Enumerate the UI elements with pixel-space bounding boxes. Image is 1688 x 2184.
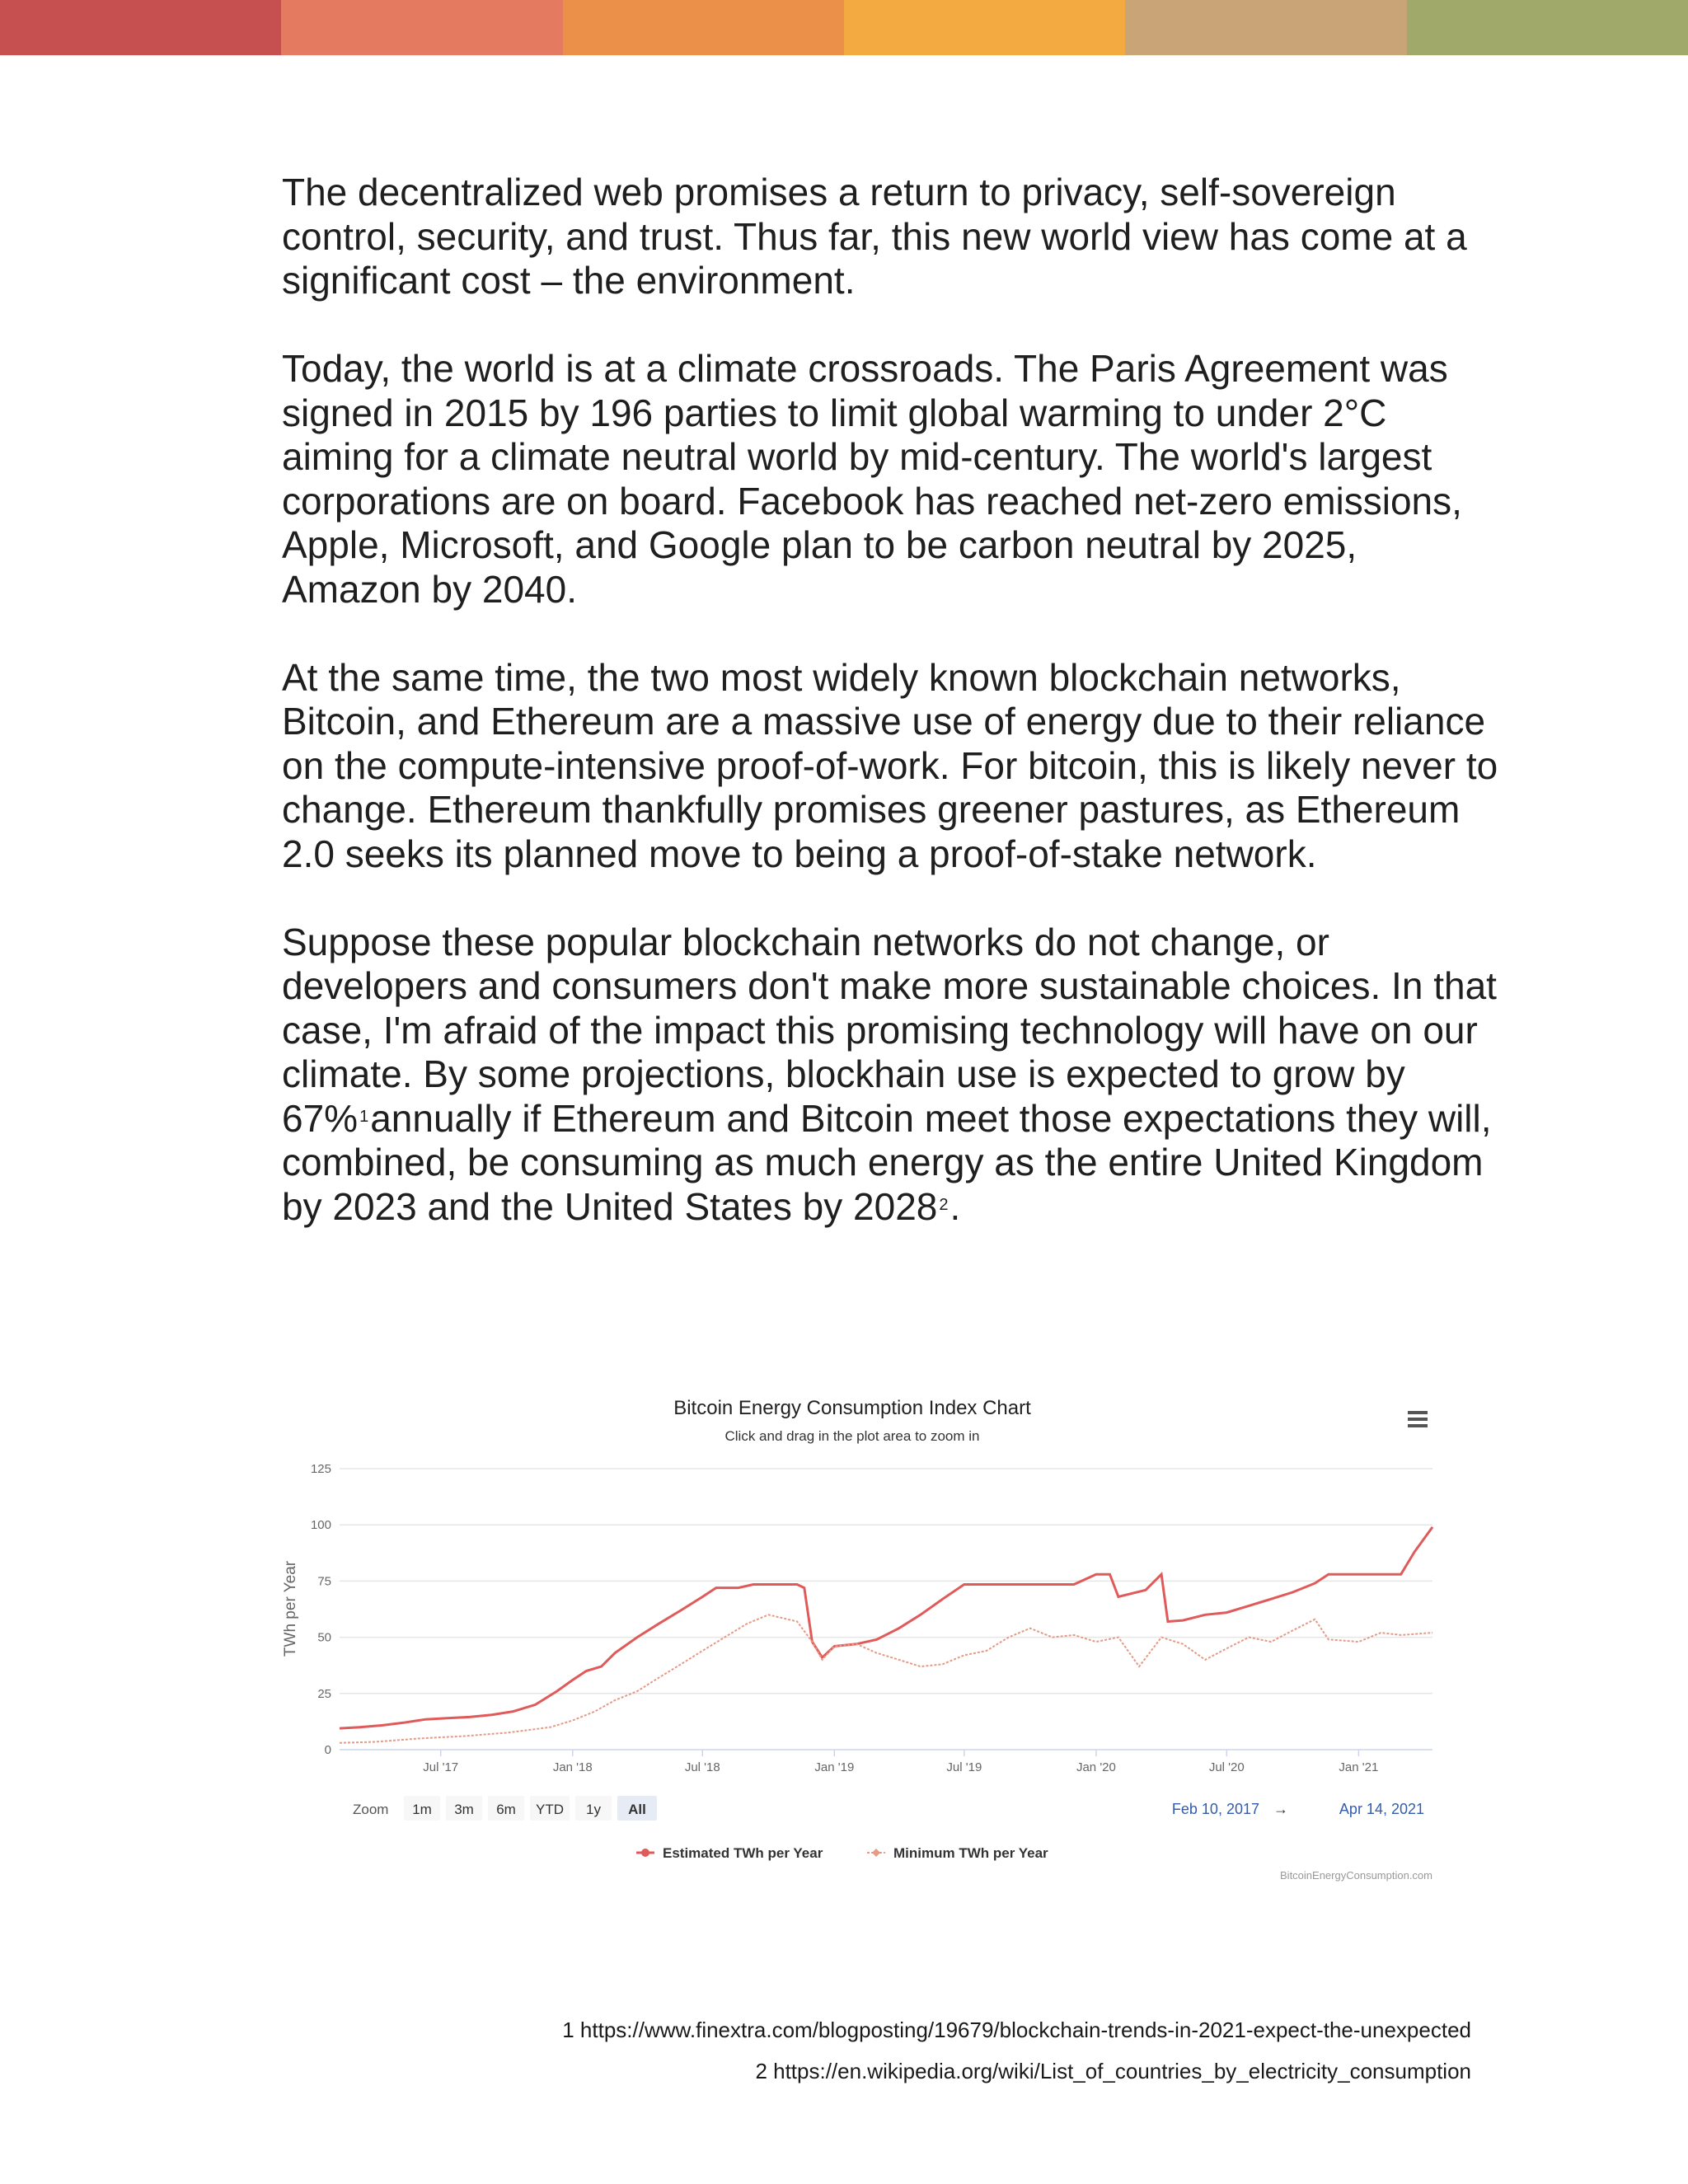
zoom-button-label[interactable]: 6m	[496, 1802, 516, 1817]
paragraph-text: annually if Ethereum and Bitcoin meet those expectations they will, combined, be consuming as much energy as the entire United Kingdom by 2023 and the United States by 2028	[282, 1096, 1492, 1228]
x-tick-label: Jul '17	[423, 1760, 459, 1774]
range-from-input[interactable]: Feb 10, 2017	[1171, 1801, 1259, 1817]
color-segment	[281, 0, 562, 55]
y-tick-label: 50	[317, 1630, 331, 1645]
x-tick-label: Jul '18	[684, 1760, 720, 1774]
footnotes	[235, 2018, 1471, 2100]
y-tick-label: 100	[310, 1518, 331, 1533]
chart-legend	[636, 1845, 1048, 1861]
zoom-button-label[interactable]: 1y	[586, 1802, 601, 1817]
paragraph-paris-agreement: Today, the world is at a climate crossroads. The Paris Agreement was signed in 2015 by 196 parties to limit global warming to under 2°C aiming for a climate neutral world by mid-century. The world's largest corporations are on board. Facebook has reached net-zero emissions, Apple, Microsoft, and Google plan to be carbon neutral by 2025, Amazon by 2040.	[282, 347, 1462, 611]
color-segment	[1407, 0, 1688, 55]
x-tick-label: Jul '20	[1208, 1760, 1245, 1774]
paragraph-text: Suppose these popular blockchain networks do not change, or developers and consumers don't make more sustainable choices. In that case, I'm afraid of the impact this promising technology will have on our climate. By some projections, blockhain use is expected to grow by 67%	[282, 920, 1497, 1140]
paragraph-proof-of-work: At the same time, the two most widely known blockchain networks, Bitcoin, and Ethereum are a massive use of energy due to their reliance on the compute-intensive proof-of-work. For bitcoin, this is likely never to change. Ethereum thankfully promises greener pastures, as Ethereum 2.0 seeks its planned move to being a proof-of-stake network.	[282, 655, 1498, 875]
y-axis-label: TWh per Year	[282, 1560, 299, 1657]
footnote-ref-2[interactable]: 2	[939, 1195, 949, 1214]
range-to-input[interactable]: Apr 14, 2021	[1339, 1801, 1424, 1817]
y-tick-label: 25	[317, 1686, 331, 1701]
zoom-button-label[interactable]: 1m	[412, 1802, 432, 1817]
x-tick-label: Jan '21	[1339, 1760, 1379, 1774]
legend-marker	[641, 1849, 649, 1857]
color-segment	[1125, 0, 1406, 55]
legend-marker	[872, 1849, 880, 1857]
range-arrow: →	[1273, 1801, 1288, 1817]
zoom-label: Zoom	[353, 1802, 389, 1817]
energy-consumption-chart[interactable]	[272, 1385, 1442, 1896]
x-tick-label: Jan '19	[814, 1760, 855, 1774]
zoom-bar	[353, 1796, 1424, 1821]
chart-credit[interactable]: BitcoinEnergyConsumption.com	[1280, 1869, 1432, 1882]
paragraph-projections	[282, 921, 1502, 1230]
zoom-button-label[interactable]: YTD	[536, 1802, 564, 1817]
color-segment	[844, 0, 1125, 55]
y-tick-label: 0	[324, 1743, 331, 1757]
series-line-estimated	[340, 1527, 1432, 1728]
paragraph-text: .	[950, 1184, 961, 1228]
y-tick-label: 125	[310, 1462, 331, 1476]
article-body	[282, 171, 1502, 1273]
x-axis-ticks	[423, 1750, 1378, 1774]
chart-subtitle: Click and drag in the plot area to zoom in	[724, 1428, 980, 1444]
color-segment	[563, 0, 844, 55]
footnote-1[interactable]: 1 https://www.finextra.com/blogposting/19679/blockchain-trends-in-2021-expect-the-unexpected	[562, 2018, 1471, 2042]
x-tick-label: Jan '20	[1076, 1760, 1116, 1774]
grid-lines	[340, 1469, 1432, 1750]
series-lines	[340, 1527, 1432, 1743]
legend-item-label[interactable]: Estimated TWh per Year	[663, 1845, 823, 1861]
footnote-ref-1[interactable]: 1	[359, 1107, 369, 1126]
color-segment	[0, 0, 281, 55]
chart-title: Bitcoin Energy Consumption Index Chart	[673, 1397, 1031, 1419]
paragraph-intro: The decentralized web promises a return to privacy, self-sovereign control, security, and trust. Thus far, this new world view has come at a significant cost – the environment.	[282, 171, 1467, 302]
legend-item-label[interactable]: Minimum TWh per Year	[893, 1845, 1048, 1861]
chart-svg[interactable]	[272, 1385, 1442, 1896]
zoom-button-label[interactable]: 3m	[454, 1802, 474, 1817]
x-tick-label: Jul '19	[946, 1760, 982, 1774]
y-axis-ticks	[311, 1462, 331, 1757]
menu-icon[interactable]	[1408, 1411, 1428, 1427]
y-tick-label: 75	[317, 1574, 331, 1589]
header-color-bar	[0, 0, 1688, 55]
x-tick-label: Jan '18	[552, 1760, 593, 1774]
zoom-button-label[interactable]: All	[628, 1802, 646, 1817]
footnote-2[interactable]: 2 https://en.wikipedia.org/wiki/List_of_countries_by_electricity_consumption	[755, 2059, 1471, 2083]
